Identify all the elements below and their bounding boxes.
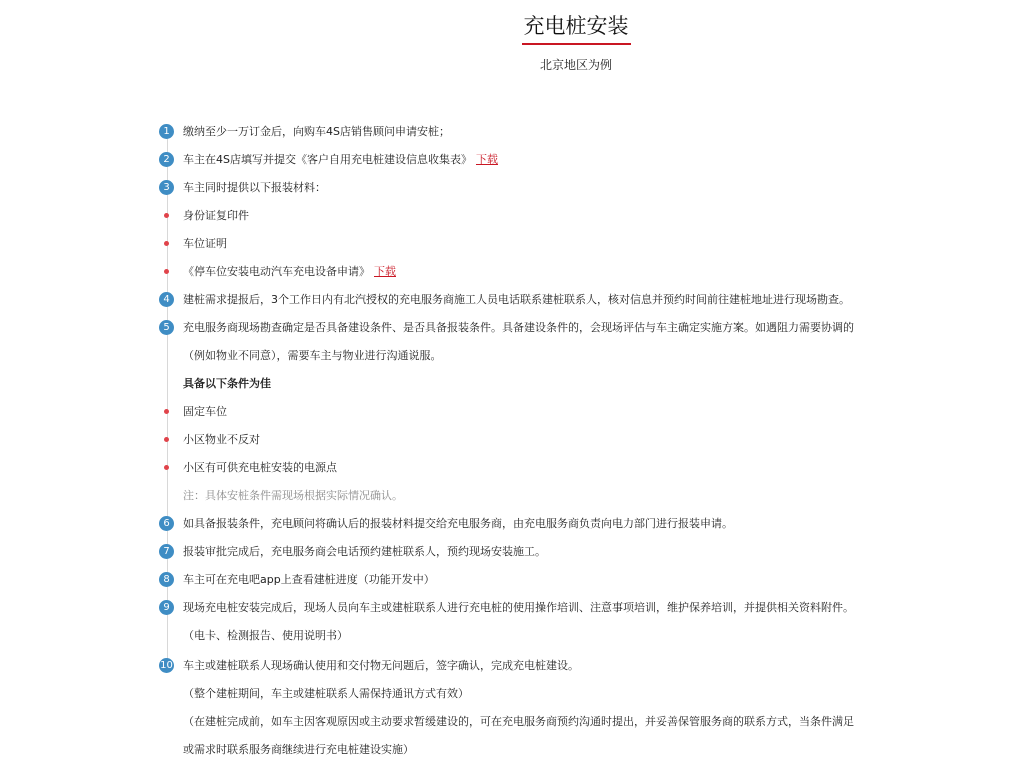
step-text: 车主可在充电吧app上查看建桩进度（功能开发中） [183, 573, 435, 586]
step-text: 现场充电桩安装完成后，现场人员向车主或建桩联系人进行充电桩的使用操作培训、注意事项培训，维护保养培训，并提供相关资料附件。 [183, 601, 854, 614]
condition-text: 固定车位 [183, 405, 227, 418]
step-4 [159, 288, 964, 310]
step-text: 或需求时联系服务商继续进行充电桩建设实施） [183, 743, 414, 756]
step-text: 车主在4S店填写并提交《客户自用充电桩建设信息收集表》 [183, 153, 472, 166]
download-link-application[interactable]: 下载 [374, 265, 396, 278]
step-10-continued [159, 738, 964, 760]
bullet-dot-icon [159, 409, 174, 414]
step-text: 缴纳至少一万订金后，向购车4S店销售顾问申请安桩； [183, 125, 450, 138]
step-number-badge: 3 [159, 180, 174, 195]
conditions-heading [159, 372, 964, 394]
step-9 [159, 596, 964, 618]
bullet-dot-icon [159, 465, 174, 470]
step-9-continued [159, 624, 964, 646]
page-title: 充电桩安装 [0, 10, 1024, 45]
condition-item [159, 400, 964, 422]
step-number-badge: 5 [159, 320, 174, 335]
step-text: （在建桩完成前，如车主因客观原因或主动要求暂缓建设的，可在充电服务商预约沟通时提出，并妥善保管服务商的联系方式，当条件满足 [183, 715, 854, 728]
page-subtitle: 北京地区为例 [539, 58, 612, 72]
step-text: 建桩需求提报后，3个工作日内有北汽授权的充电服务商施工人员电话联系建桩联系人，核对信息并预约时间前往建桩地址进行现场勘查。 [183, 293, 850, 306]
condition-text: 小区物业不反对 [183, 433, 260, 446]
step-text: （电卡、检测报告、使用说明书） [183, 629, 348, 642]
note-text: 注：具体安桩条件需现场根据实际情况确认。 [183, 489, 403, 502]
material-text: 车位证明 [183, 237, 227, 250]
step-7 [159, 540, 964, 562]
condition-item [159, 456, 964, 478]
step-1 [159, 120, 964, 142]
material-item [159, 232, 964, 254]
step-number-badge: 8 [159, 572, 174, 587]
step-text: 如具备报装条件，充电顾问将确认后的报装材料提交给充电服务商，由充电服务商负责向电力部门进行报装申请。 [183, 517, 733, 530]
download-link-form[interactable]: 下载 [475, 153, 498, 166]
step-number-badge: 10 [160, 659, 173, 671]
note-row [159, 484, 964, 506]
step-text: 车主同时提供以下报装材料： [183, 181, 326, 194]
step-number-badge: 7 [159, 544, 174, 559]
step-2 [159, 148, 964, 170]
step-text: 充电服务商现场勘查确定是否具备建设条件、是否具备报装条件。具备建设条件的，会现场评估与车主确定实施方案。如遇阻力需要协调的 [183, 321, 854, 334]
step-text: （整个建桩期间，车主或建桩联系人需保持通讯方式有效） [183, 687, 469, 700]
step-8 [159, 568, 964, 590]
condition-item [159, 428, 964, 450]
material-text: 《停车位安装电动汽车充电设备申请》 [183, 265, 370, 278]
step-5 [159, 316, 964, 338]
step-10-continued [159, 710, 964, 732]
material-item [159, 260, 964, 282]
step-6 [159, 512, 964, 534]
step-3 [159, 176, 964, 198]
step-5-continued [159, 344, 964, 366]
bullet-dot-icon [159, 241, 174, 246]
step-text: （例如物业不同意），需要车主与物业进行沟通说服。 [183, 349, 442, 362]
step-number-badge: 6 [159, 516, 174, 531]
step-10 [159, 654, 964, 676]
material-item [159, 204, 964, 226]
step-text: 报装审批完成后，充电服务商会电话预约建桩联系人，预约现场安装施工。 [183, 545, 546, 558]
condition-text: 小区有可供充电桩安装的电源点 [183, 461, 337, 474]
bullet-dot-icon [159, 269, 174, 274]
conditions-title: 具备以下条件为佳 [183, 377, 271, 390]
step-number-badge: 4 [159, 292, 174, 307]
material-text: 身份证复印件 [183, 209, 249, 222]
step-number-badge: 2 [159, 152, 174, 167]
step-text: 车主或建桩联系人现场确认使用和交付物无问题后，签字确认，完成充电桩建设。 [183, 659, 579, 672]
bullet-dot-icon [159, 437, 174, 442]
step-number-badge: 1 [159, 124, 174, 139]
step-10-continued [159, 682, 964, 704]
step-number-badge: 9 [159, 600, 174, 615]
bullet-dot-icon [159, 213, 174, 218]
